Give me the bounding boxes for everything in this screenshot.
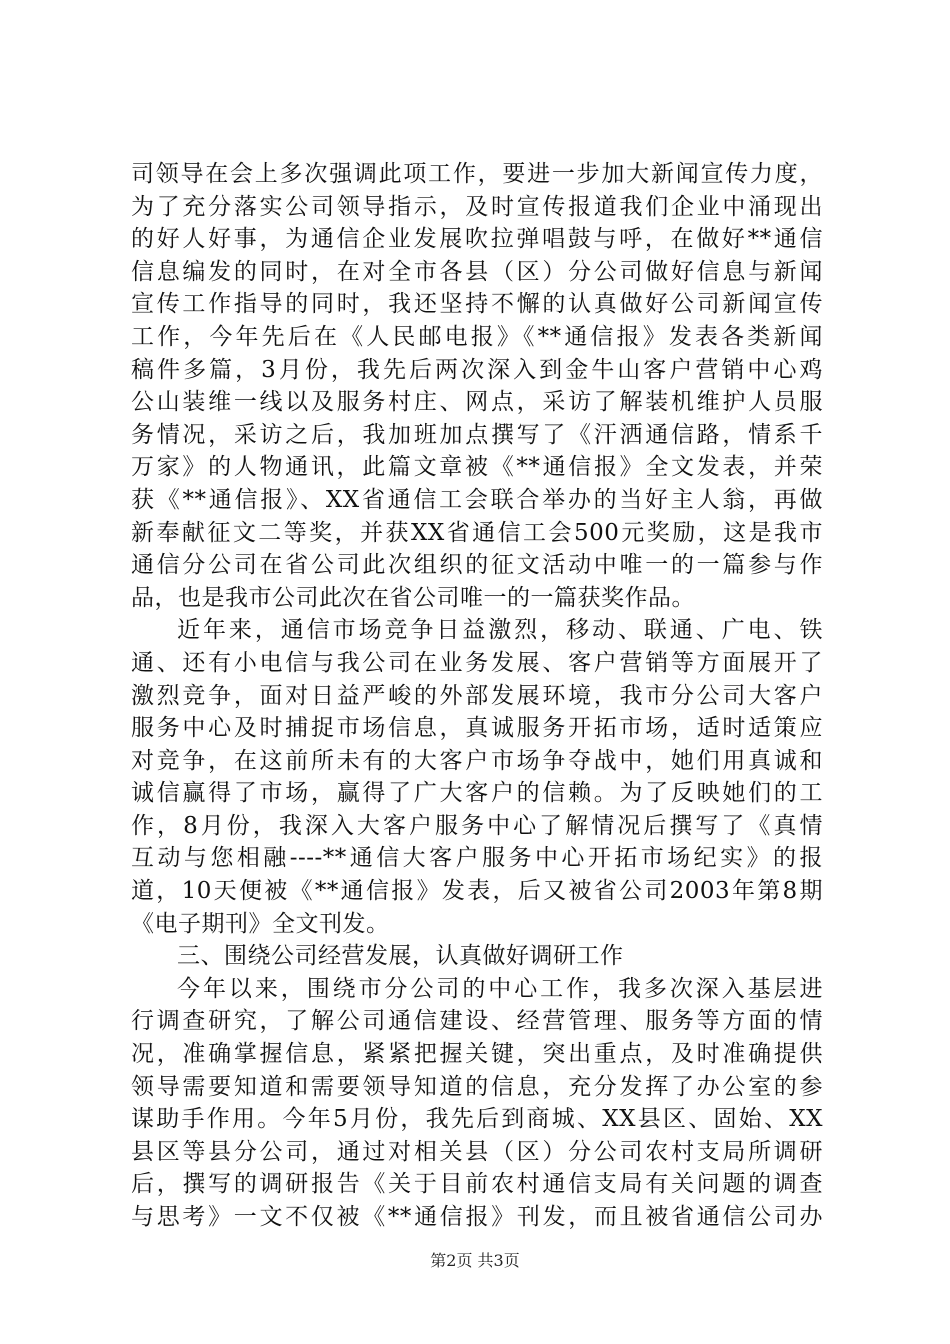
body-line: 通、还有小电信与我公司在业务发展、客户营销等方面展开了	[131, 649, 823, 676]
body-line: 互动与您相融----**通信大客户服务中心开拓市场纪实》的报	[131, 845, 823, 872]
page-number-footer: 第2页 共3页	[430, 1251, 520, 1270]
section-heading: 三、围绕公司经营发展，认真做好调研工作	[177, 943, 624, 970]
body-line: 激烈竞争，面对日益严峻的外部发展环境，我市分公司大客户	[131, 682, 823, 709]
paragraph-first-line: 今年以来，围绕市分公司的中心工作，我多次深入基层进	[177, 975, 823, 1002]
body-line: 行调查研究，了解公司通信建设、经营管理、服务等方面的情	[131, 1008, 823, 1035]
body-line: 万家》的人物通讯，此篇文章被《**通信报》全文发表，并荣	[131, 454, 823, 481]
body-line: 后，撰写的调研报告《关于目前农村通信支局有关问题的调查	[131, 1171, 823, 1198]
body-line: 工作，今年先后在《人民邮电报》《**通信报》发表各类新闻	[131, 323, 823, 350]
paragraph-first-line: 近年来，通信市场竞争日益激烈，移动、联通、广电、铁	[177, 617, 823, 644]
body-line: 为了充分落实公司领导指示，及时宣传报道我们企业中涌现出	[131, 193, 823, 220]
body-line: 信息编发的同时，在对全市各县（区）分公司做好信息与新闻	[131, 258, 823, 285]
body-line: 谋助手作用。今年5月份，我先后到商城、XX县区、固始、XX	[131, 1106, 823, 1133]
body-line: 宣传工作指导的同时，我还坚持不懈的认真做好公司新闻宣传	[131, 291, 823, 318]
body-line: 稿件多篇，3月份，我先后两次深入到金牛山客户营销中心鸡	[131, 356, 823, 383]
body-line: 通信分公司在省公司此次组织的征文活动中唯一的一篇参与作	[131, 552, 823, 579]
body-line: 诚信赢得了市场，赢得了广大客户的信赖。为了反映她们的工	[131, 780, 823, 807]
paragraph-end-line: 品，也是我市公司此次在省公司唯一的一篇获奖作品。	[131, 584, 695, 611]
body-line: 的好人好事，为通信企业发展吹拉弹唱鼓与呼，在做好**通信	[131, 226, 823, 253]
body-line: 务情况，采访之后，我加班加点撰写了《汗洒通信路，情系千	[131, 421, 823, 448]
body-line: 作，8月份，我深入大客户服务中心了解情况后撰写了《真情	[131, 812, 823, 839]
body-line: 况，准确掌握信息，紧紧把握关键，突出重点，及时准确提供	[131, 1041, 823, 1068]
document-body	[131, 158, 823, 1234]
body-line: 服务中心及时捕捉市场信息，真诚服务开拓市场，适时适策应	[131, 715, 823, 742]
body-line: 领导需要知道和需要领导知道的信息，充分发挥了办公室的参	[131, 1073, 823, 1100]
body-line: 县区等县分公司，通过对相关县（区）分公司农村支局所调研	[131, 1138, 823, 1165]
body-line: 获《**通信报》、XX省通信工会联合举办的当好主人翁，再做	[131, 486, 823, 513]
body-line: 新奉献征文二等奖，并获XX省通信工会500元奖励，这是我市	[131, 519, 823, 546]
body-line: 对竞争，在这前所未有的大客户市场争夺战中，她们用真诚和	[131, 747, 823, 774]
body-line: 公山装维一线以及服务村庄、网点，采访了解装机维护人员服	[131, 389, 823, 416]
body-line: 道，10天便被《**通信报》发表，后又被省公司2003年第8期	[131, 878, 823, 905]
body-line: 与思考》一文不仅被《**通信报》刊发，而且被省通信公司办	[131, 1204, 823, 1230]
body-line: 司领导在会上多次强调此项工作，要进一步加大新闻宣传力度，	[131, 161, 823, 187]
paragraph-end-line: 《电子期刊》全文刊发。	[131, 910, 390, 937]
